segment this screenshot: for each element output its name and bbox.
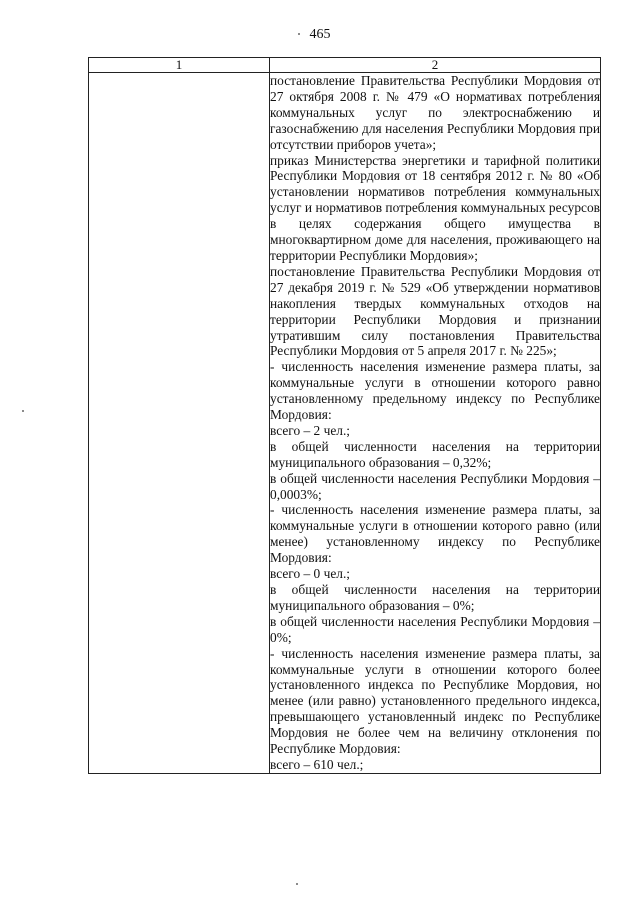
table-header-row (89, 58, 601, 73)
paragraph-republic-share-1: в общей численности населения Республики Мордовия – 0,0003%; (270, 470, 600, 502)
paragraph-decree-529: постановление Правительства Республики Мордовия от 27 декабря 2019 г. № 529 «Об утверждении нормативов накопления твердых коммунальных отходов на территории Республики Мордовия и признании утратившим силу постановления Правительства Республики Мордовия от 5 апреля 2017 г. № 225»; (270, 263, 600, 359)
paragraph-population-above-index: - численность населения изменение размера платы, за коммунальные услуги в отношении которого более установленного индекса по Республике Мордовия, но менее (или равно) установленного предельного индекса, превышающего установленный индекс по Республике Мордовия не более чем на величину отклонения по Республике Мордовия: (270, 645, 600, 757)
paragraph-municipal-share-1: в общей численности населения на территории муниципального образования – 0,32%; (270, 438, 600, 470)
paragraph-decree-479: постановление Правительства Республики Мордовия от 27 октября 2008 г. № 479 «О нормативах потребления коммунальных услуг по электроснабжению и газоснабжению для населения Республики Мордовия при отсутствии приборов учета»; (270, 73, 600, 152)
column-header-2: 2 (270, 58, 601, 73)
paragraph-order-80: приказ Министерства энергетики и тарифной политики Республики Мордовия от 18 сентября 2012 г. № 80 «Об установлении нормативов потребления коммунальных услуг и нормативов потребления коммунальных ресурсов в целях содержания общего имущества в многоквартирном доме для населения, проживающего на территории Республики Мордовия»; (270, 152, 600, 263)
table-body-row (89, 73, 601, 774)
document-table (88, 57, 601, 774)
paragraph-population-equal-or-less: - численность населения изменение размера платы, за коммунальные услуги в отношении которого равно (или менее) установленному индексу по Республике Мордовия: (270, 502, 600, 566)
scan-speck (22, 410, 24, 412)
column-1-cell (89, 73, 270, 774)
paragraph-republic-share-2: в общей численности населения Республики Мордовия – 0%; (270, 613, 600, 645)
paragraph-total-0: всего – 0 чел.; (270, 566, 351, 582)
scan-speck (298, 33, 300, 35)
paragraph-total-2: всего – 2 чел.; (270, 422, 351, 438)
page-number: 465 (309, 27, 331, 42)
paragraph-population-equal-limit: - численность населения изменение размера платы, за коммунальные услуги в отношении которого равно установленному предельному индексу по Республике Мордовия: (270, 359, 600, 423)
column-2-cell (270, 73, 601, 774)
column-header-1: 1 (89, 58, 270, 73)
scan-speck (296, 883, 298, 885)
paragraph-municipal-share-2: в общей численности населения на территории муниципального образования – 0%; (270, 582, 600, 613)
paragraph-total-610: всего – 610 чел.; (270, 756, 364, 772)
